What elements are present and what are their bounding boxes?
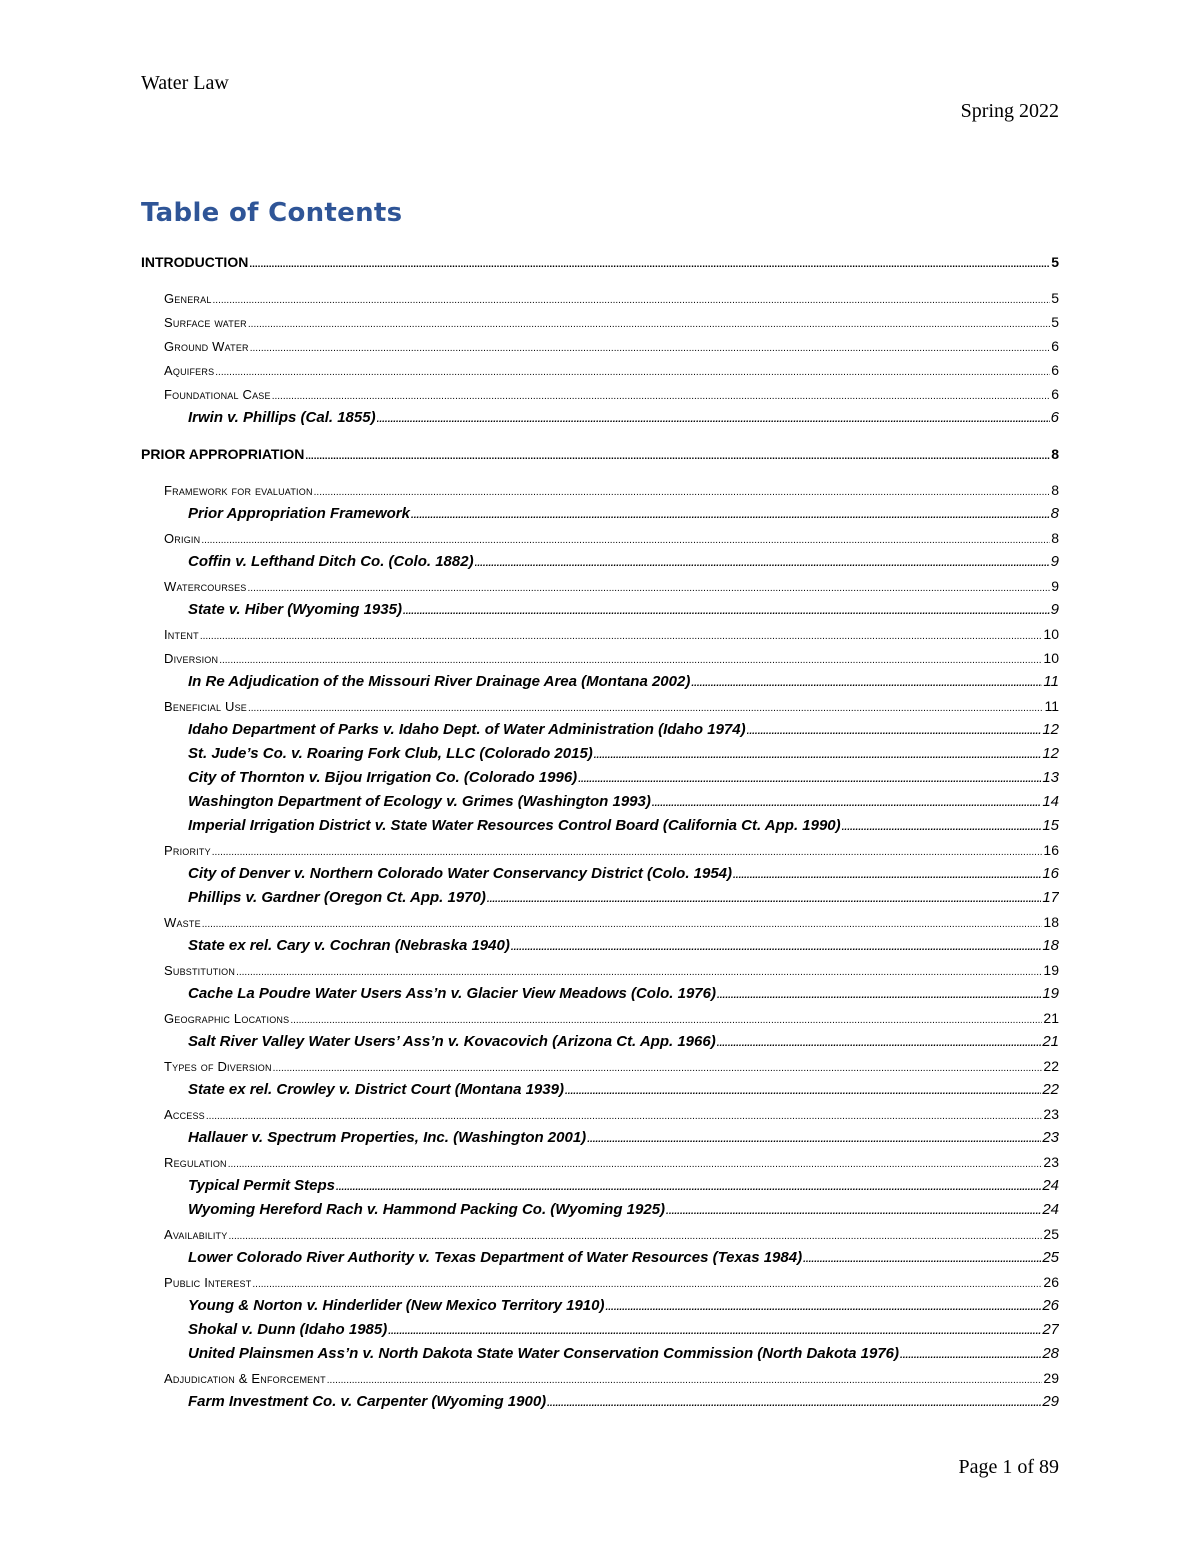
toc-dot-leader	[202, 910, 1043, 934]
toc-entry-level-3[interactable]	[141, 1198, 1059, 1222]
toc-dot-leader	[717, 1030, 1042, 1054]
toc-dot-leader	[605, 1294, 1041, 1318]
toc-entry-page: 17	[1042, 889, 1059, 906]
toc-entry-level-2[interactable]	[141, 310, 1059, 334]
toc-dot-leader	[900, 1342, 1041, 1366]
toc-entry-level-3[interactable]	[141, 406, 1059, 430]
toc-entry-page: 26	[1042, 1297, 1059, 1314]
toc-entry-title: General	[164, 291, 212, 306]
toc-dot-leader	[213, 286, 1051, 310]
toc-entry-page: 9	[1051, 578, 1059, 594]
toc-entry-title: Origin	[164, 531, 201, 546]
toc-entry-page: 8	[1050, 505, 1059, 522]
toc-dot-leader	[403, 598, 1050, 622]
toc-entry-title: Wyoming Hereford Rach v. Hammond Packing Co. (Wyoming 1925)	[188, 1201, 666, 1218]
toc-entry-level-2[interactable]	[141, 382, 1059, 406]
toc-entry-title: Surface water	[164, 315, 247, 330]
toc-entry-title: Washington Department of Ecology v. Grimes (Washington 1993)	[188, 793, 651, 810]
toc-entry-level-2[interactable]	[141, 526, 1059, 550]
toc-dot-leader	[236, 958, 1042, 982]
toc-dot-leader	[411, 502, 1050, 526]
toc-entry-level-1[interactable]	[141, 442, 1059, 466]
toc-entry-page: 19	[1042, 985, 1059, 1002]
toc-dot-leader	[733, 862, 1041, 886]
toc-entry-level-3[interactable]	[141, 766, 1059, 790]
toc-entry-title: Hallauer v. Spectrum Properties, Inc. (Washington 2001)	[188, 1129, 587, 1146]
toc-dot-leader	[377, 406, 1050, 430]
toc-entry-page: 18	[1043, 914, 1059, 930]
toc-entry-title: In Re Adjudication of the Missouri River Drainage Area (Montana 2002)	[188, 673, 691, 690]
toc-dot-leader	[717, 982, 1041, 1006]
toc-dot-leader	[228, 1150, 1043, 1174]
table-of-contents	[141, 250, 1059, 1414]
toc-entry-title: Intent	[164, 627, 199, 642]
toc-entry-level-2[interactable]	[141, 838, 1059, 862]
toc-entry-level-2[interactable]	[141, 958, 1059, 982]
toc-entry-level-2[interactable]	[141, 1366, 1059, 1390]
toc-entry-level-3[interactable]	[141, 1246, 1059, 1270]
toc-dot-leader	[842, 814, 1042, 838]
toc-entry-page: 27	[1042, 1321, 1059, 1338]
toc-entry-page: 23	[1043, 1106, 1059, 1122]
toc-entry-page: 12	[1042, 745, 1059, 762]
toc-entry-title: Framework for evaluation	[164, 483, 313, 498]
toc-entry-title: City of Denver v. Northern Colorado Water Conservancy District (Colo. 1954)	[188, 865, 733, 882]
toc-dot-leader	[594, 742, 1042, 766]
toc-entry-page: 5	[1051, 314, 1059, 330]
toc-entry-page: 24	[1042, 1201, 1059, 1218]
toc-entry-level-2[interactable]	[141, 358, 1059, 382]
toc-entry-title: Salt River Valley Water Users’ Ass’n v. Kovacovich (Arizona Ct. App. 1966)	[188, 1033, 716, 1050]
toc-dot-leader	[273, 1054, 1043, 1078]
toc-entry-page: 9	[1050, 601, 1059, 618]
toc-dot-leader	[249, 250, 1050, 274]
toc-entry-title: Young & Norton v. Hinderlider (New Mexico Territory 1910)	[188, 1297, 605, 1314]
toc-dot-leader	[666, 1198, 1041, 1222]
toc-dot-leader	[511, 934, 1041, 958]
toc-entry-title: Public Interest	[164, 1275, 252, 1290]
toc-entry-level-3[interactable]	[141, 1342, 1059, 1366]
toc-entry-title: Coffin v. Lefthand Ditch Co. (Colo. 1882)	[188, 553, 474, 570]
toc-entry-page: 8	[1051, 530, 1059, 546]
toc-entry-title: Access	[164, 1107, 205, 1122]
toc-entry-page: 25	[1043, 1226, 1059, 1242]
toc-entry-level-2[interactable]	[141, 478, 1059, 502]
toc-entry-page: 6	[1051, 338, 1059, 354]
toc-dot-leader	[215, 358, 1050, 382]
toc-entry-level-3[interactable]	[141, 814, 1059, 838]
page-number: Page 1 of 89	[958, 1456, 1059, 1478]
toc-entry-page: 8	[1051, 482, 1059, 498]
toc-entry-level-3[interactable]	[141, 598, 1059, 622]
toc-entry-title: Watercourses	[164, 579, 247, 594]
toc-entry-title: Idaho Department of Parks v. Idaho Dept. of Water Administration (Idaho 1974)	[188, 721, 746, 738]
toc-entry-page: 28	[1042, 1345, 1059, 1362]
toc-entry-title: Diversion	[164, 651, 219, 666]
toc-dot-leader	[547, 1390, 1041, 1414]
toc-entry-level-2[interactable]	[141, 1150, 1059, 1174]
toc-dot-leader	[803, 1246, 1041, 1270]
toc-entry-title: Regulation	[164, 1155, 227, 1170]
toc-entry-page: 14	[1042, 793, 1059, 810]
toc-heading: Table of Contents	[141, 198, 403, 228]
toc-dot-leader	[272, 382, 1051, 406]
toc-entry-title: Farm Investment Co. v. Carpenter (Wyoming 1900)	[188, 1393, 547, 1410]
toc-dot-leader	[388, 1318, 1041, 1342]
toc-dot-leader	[336, 1174, 1041, 1198]
header-right-term: Spring 2022	[960, 100, 1059, 122]
toc-entry-title: Irwin v. Phillips (Cal. 1855)	[188, 409, 376, 426]
toc-entry-page: 6	[1050, 409, 1059, 426]
toc-entry-level-2[interactable]	[141, 334, 1059, 358]
toc-entry-level-2[interactable]	[141, 622, 1059, 646]
toc-dot-leader	[201, 526, 1050, 550]
toc-entry-level-2[interactable]	[141, 1270, 1059, 1294]
toc-entry-title: Geographic Locations	[164, 1011, 290, 1026]
toc-entry-page: 13	[1042, 769, 1059, 786]
toc-entry-level-3[interactable]	[141, 502, 1059, 526]
toc-entry-page: 5	[1051, 254, 1059, 270]
toc-entry-page: 21	[1043, 1010, 1059, 1026]
toc-entry-page: 10	[1043, 650, 1059, 666]
toc-entry-title: Phillips v. Gardner (Oregon Ct. App. 1970)	[188, 889, 486, 906]
toc-dot-leader	[565, 1078, 1041, 1102]
toc-entry-title: Types of Diversion	[164, 1059, 272, 1074]
toc-entry-title: City of Thornton v. Bijou Irrigation Co. (Colorado 1996)	[188, 769, 578, 786]
toc-entry-level-2[interactable]	[141, 646, 1059, 670]
toc-dot-leader	[652, 790, 1041, 814]
toc-entry-level-3[interactable]	[141, 886, 1059, 910]
toc-entry-level-3[interactable]	[141, 1078, 1059, 1102]
toc-dot-leader	[248, 574, 1051, 598]
toc-entry-page: 5	[1051, 290, 1059, 306]
toc-dot-leader	[219, 646, 1042, 670]
toc-entry-level-3[interactable]	[141, 670, 1059, 694]
toc-entry-level-3[interactable]	[141, 1030, 1059, 1054]
toc-dot-leader	[248, 694, 1043, 718]
toc-entry-page: 21	[1042, 1033, 1059, 1050]
toc-entry-title: Availability	[164, 1227, 228, 1242]
toc-entry-page: 18	[1042, 937, 1059, 954]
toc-entry-level-3[interactable]	[141, 1294, 1059, 1318]
header-left-title: Water Law	[141, 72, 229, 94]
toc-entry-page: 23	[1042, 1129, 1059, 1146]
toc-dot-leader	[691, 670, 1042, 694]
toc-entry-page: 9	[1050, 553, 1059, 570]
toc-entry-title: State v. Hiber (Wyoming 1935)	[188, 601, 402, 618]
toc-entry-level-3[interactable]	[141, 742, 1059, 766]
toc-entry-level-2[interactable]	[141, 1102, 1059, 1126]
toc-entry-level-3[interactable]	[141, 718, 1059, 742]
toc-entry-page: 16	[1042, 865, 1059, 882]
toc-entry-page: 22	[1043, 1058, 1059, 1074]
toc-entry-page: 24	[1042, 1177, 1059, 1194]
toc-entry-title: Cache La Poudre Water Users Ass’n v. Glacier View Meadows (Colo. 1976)	[188, 985, 716, 1002]
toc-dot-leader	[747, 718, 1042, 742]
toc-entry-page: 19	[1043, 962, 1059, 978]
toc-entry-level-3[interactable]	[141, 1174, 1059, 1198]
toc-entry-title: Beneficial Use	[164, 699, 247, 714]
toc-entry-title: PRIOR APPROPRIATION	[141, 446, 305, 462]
toc-entry-level-3[interactable]	[141, 862, 1059, 886]
toc-entry-title: State ex rel. Cary v. Cochran (Nebraska 1940)	[188, 937, 510, 954]
toc-dot-leader	[212, 838, 1043, 862]
toc-entry-level-3[interactable]	[141, 1126, 1059, 1150]
toc-dot-leader	[475, 550, 1050, 574]
toc-dot-leader	[587, 1126, 1041, 1150]
toc-dot-leader	[252, 1270, 1042, 1294]
toc-dot-leader	[305, 442, 1050, 466]
toc-entry-title: Prior Appropriation Framework	[188, 505, 410, 522]
toc-entry-title: Ground Water	[164, 339, 249, 354]
toc-dot-leader	[487, 886, 1041, 910]
toc-dot-leader	[228, 1222, 1042, 1246]
toc-entry-level-2[interactable]	[141, 910, 1059, 934]
toc-entry-level-2[interactable]	[141, 1054, 1059, 1078]
toc-entry-page: 29	[1043, 1370, 1059, 1386]
toc-entry-title: Imperial Irrigation District v. State Water Resources Control Board (California Ct. App. 1990)	[188, 817, 841, 834]
toc-entry-title: Priority	[164, 843, 211, 858]
toc-entry-title: Shokal v. Dunn (Idaho 1985)	[188, 1321, 388, 1338]
toc-dot-leader	[578, 766, 1041, 790]
toc-entry-page: 23	[1043, 1154, 1059, 1170]
toc-entry-level-3[interactable]	[141, 550, 1059, 574]
toc-entry-level-3[interactable]	[141, 934, 1059, 958]
toc-entry-page: 6	[1051, 386, 1059, 402]
toc-entry-page: 6	[1051, 362, 1059, 378]
toc-entry-level-1[interactable]	[141, 250, 1059, 274]
toc-entry-title: Lower Colorado River Authority v. Texas Department of Water Resources (Texas 1984)	[188, 1249, 803, 1266]
toc-entry-title: Adjudication & Enforcement	[164, 1371, 326, 1386]
toc-entry-page: 22	[1042, 1081, 1059, 1098]
toc-entry-title: United Plainsmen Ass’n v. North Dakota State Water Conservation Commission (North Dakota 1976)	[188, 1345, 899, 1362]
toc-entry-page: 26	[1043, 1274, 1059, 1290]
toc-entry-page: 29	[1042, 1393, 1059, 1410]
toc-entry-title: Waste	[164, 915, 201, 930]
toc-entry-level-2[interactable]	[141, 1222, 1059, 1246]
toc-entry-page: 11	[1044, 698, 1059, 714]
toc-entry-page: 10	[1043, 626, 1059, 642]
toc-entry-title: INTRODUCTION	[141, 254, 249, 270]
toc-dot-leader	[206, 1102, 1043, 1126]
toc-entry-level-2[interactable]	[141, 694, 1059, 718]
toc-entry-page: 8	[1051, 446, 1059, 462]
toc-entry-level-2[interactable]	[141, 574, 1059, 598]
toc-dot-leader	[290, 1006, 1042, 1030]
toc-dot-leader	[248, 310, 1050, 334]
toc-entry-level-2[interactable]	[141, 1006, 1059, 1030]
toc-dot-leader	[250, 334, 1050, 358]
toc-entry-page: 15	[1042, 817, 1059, 834]
toc-entry-title: Foundational Case	[164, 387, 271, 402]
toc-entry-level-3[interactable]	[141, 1390, 1059, 1414]
toc-dot-leader	[200, 622, 1043, 646]
toc-entry-title: Substitution	[164, 963, 236, 978]
toc-entry-title: State ex rel. Crowley v. District Court (Montana 1939)	[188, 1081, 564, 1098]
toc-entry-level-3[interactable]	[141, 1318, 1059, 1342]
toc-entry-title: Typical Permit Steps	[188, 1177, 335, 1194]
toc-dot-leader	[327, 1366, 1043, 1390]
toc-entry-page: 11	[1043, 673, 1059, 690]
toc-entry-title: Aquifers	[164, 363, 215, 378]
toc-entry-level-3[interactable]	[141, 982, 1059, 1006]
toc-entry-level-3[interactable]	[141, 790, 1059, 814]
toc-dot-leader	[314, 478, 1051, 502]
toc-entry-page: 16	[1043, 842, 1059, 858]
toc-entry-title: St. Jude’s Co. v. Roaring Fork Club, LLC (Colorado 2015)	[188, 745, 593, 762]
toc-entry-level-2[interactable]	[141, 286, 1059, 310]
toc-entry-page: 25	[1042, 1249, 1059, 1266]
toc-entry-page: 12	[1042, 721, 1059, 738]
